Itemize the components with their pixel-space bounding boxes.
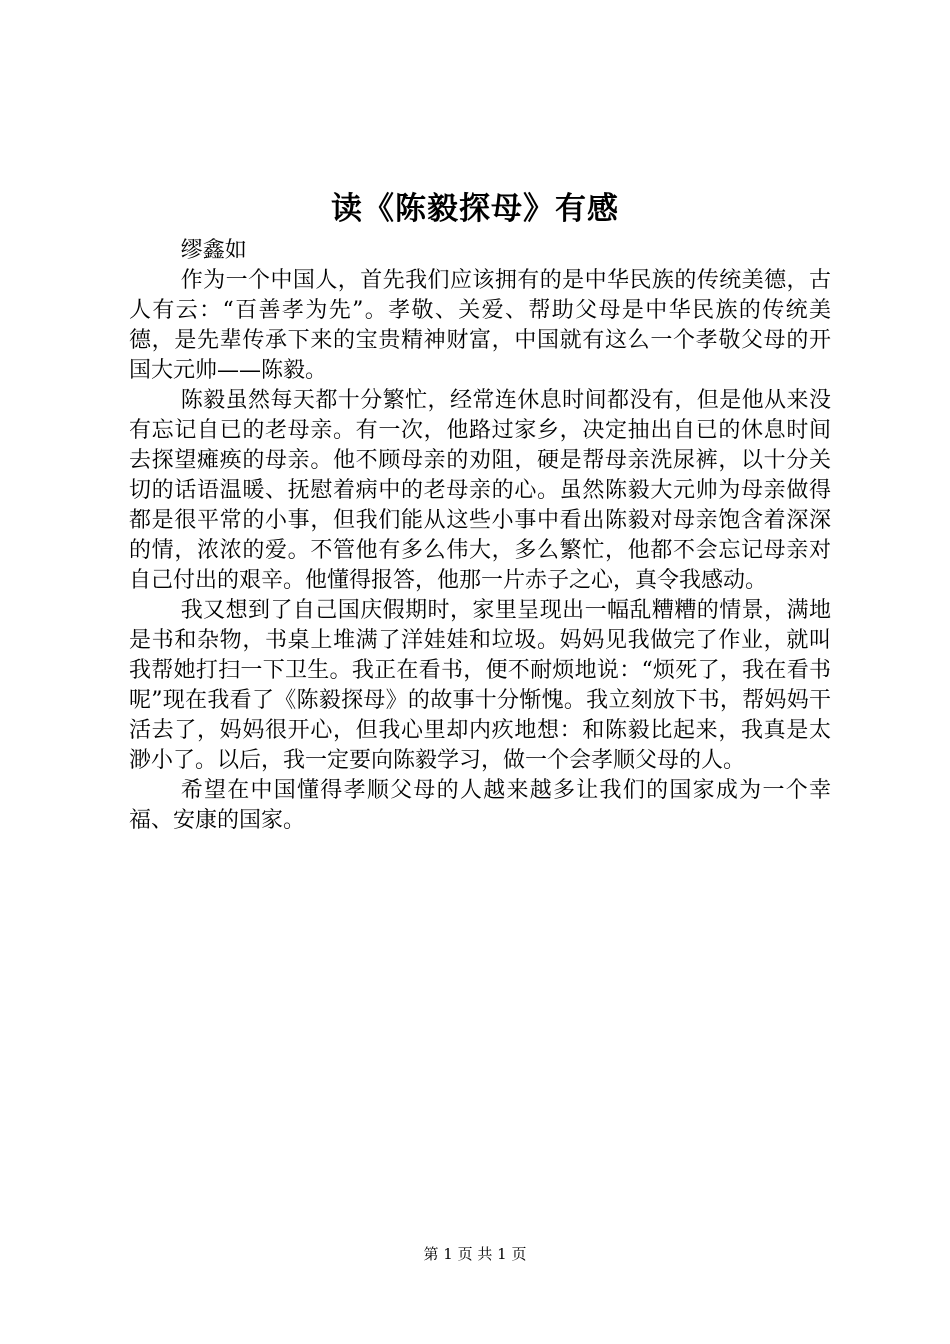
paragraph-1: 作为一个中国人，首先我们应该拥有的是中华民族的传统美德，古人有云：“百善孝为先”。孝敬、关爱、帮助父母是中华民族的传统美德，是先辈传承下来的宝贵精神财富，中国就有这么一个孝敬父母的开国大元帅——陈毅。 [129, 268, 831, 383]
paragraph-3: 我又想到了自己国庆假期时，家里呈现出一幅乱糟糟的情景，满地是书和杂物，书桌上堆满了洋娃娃和垃圾。妈妈见我做完了作业，就叫我帮她打扫一下卫生。我正在看书，便不耐烦地说：“烦死了，我在看书呢”现在我看了《陈毅探母》的故事十分惭愧。我立刻放下书，帮妈妈干活去了，妈妈很开心，但我心里却内疚地想：和陈毅比起来，我真是太渺小了。以后，我一定要向陈毅学习，做一个会孝顺父母的人。 [129, 598, 831, 773]
paragraph-2: 陈毅虽然每天都十分繁忙，经常连休息时间都没有，但是他从来没有忘记自已的老母亲。有一次，他路过家乡，决定抽出自已的休息时间去探望瘫痪的母亲。他不顾母亲的劝阻，硬是帮母亲洗尿裤，以十分关切的话语温暖、抚慰着病中的老母亲的心。虽然陈毅大元帅为母亲做得都是很平常的小事，但我们能从这些小事中看出陈毅对母亲饱含着深深的情，浓浓的爱。不管他有多么伟大，多么繁忙，他都不会忘记母亲对自己付出的艰辛。他懂得报答，他那一片赤子之心，真令我感动。 [129, 388, 831, 593]
document-title: 读《陈毅探母》有感 [331, 191, 619, 227]
page-footer: 第 1 页 共 1 页 [423, 1245, 527, 1263]
author-name: 缪鑫如 [180, 238, 247, 263]
paragraph-4: 希望在中国懂得孝顺父母的人越来越多让我们的国家成为一个幸福、安康的国家。 [129, 778, 831, 833]
document-body [129, 236, 831, 836]
